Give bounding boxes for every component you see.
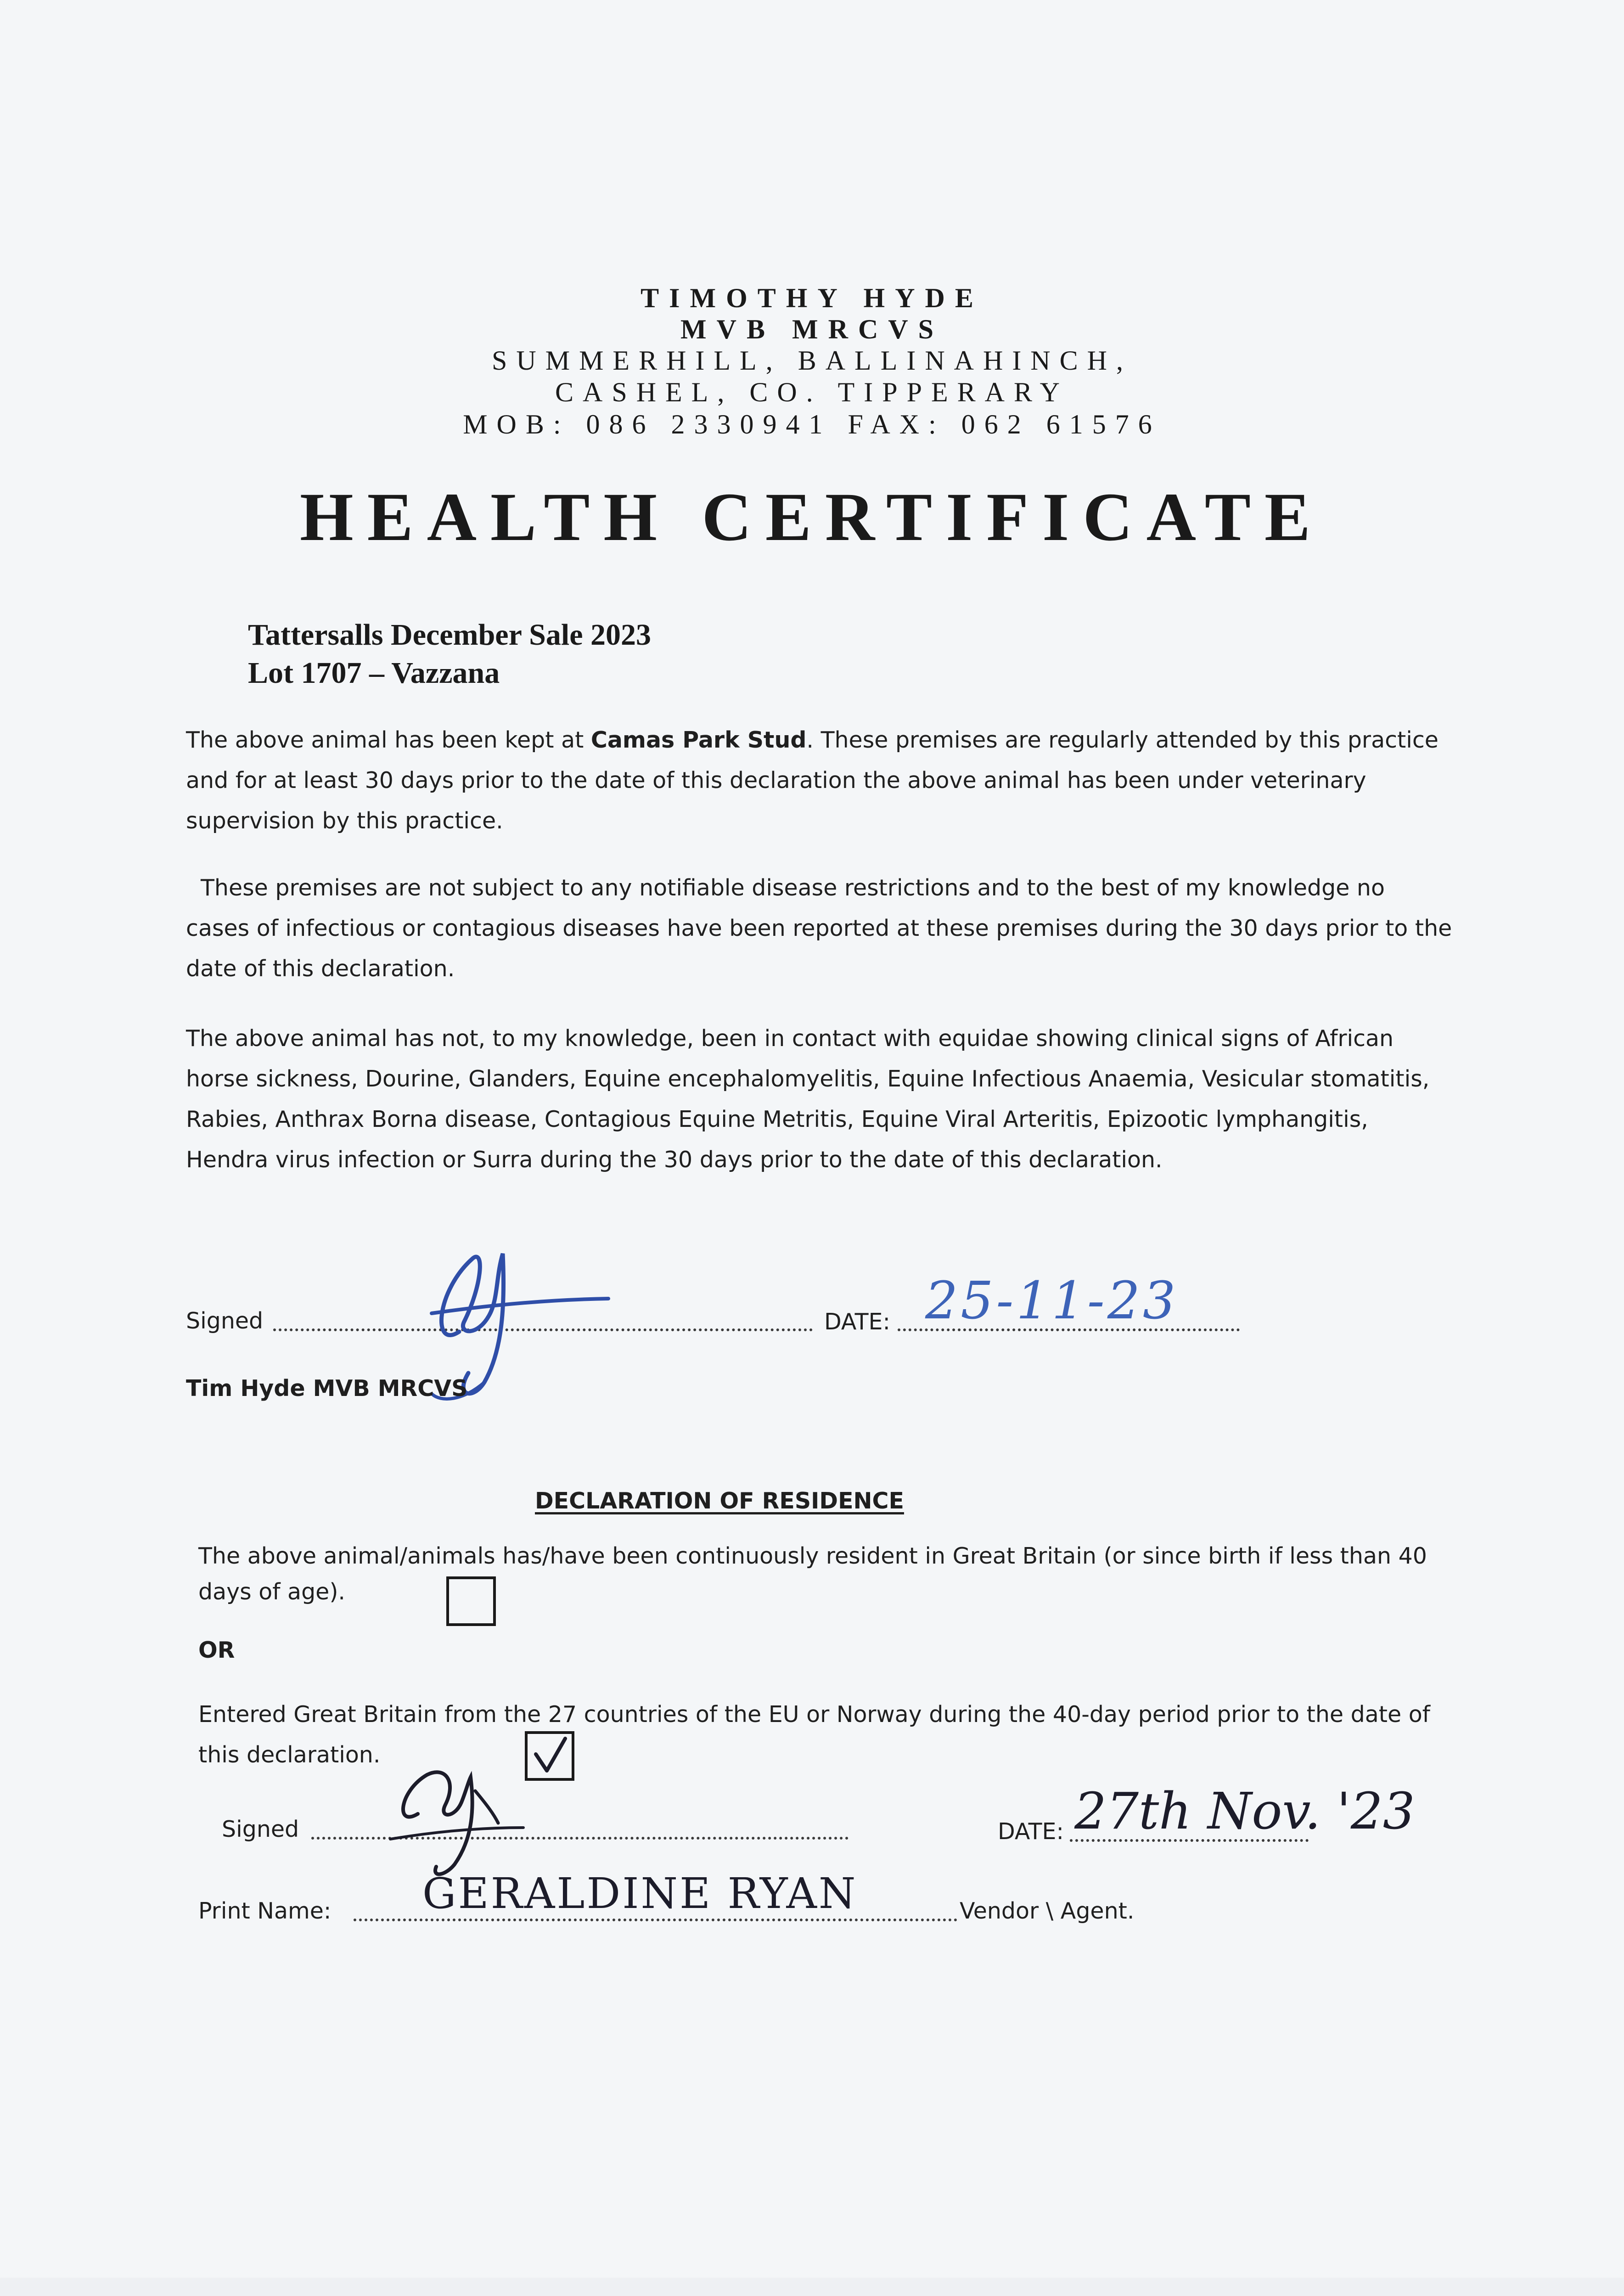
vendor-date-label: DATE: <box>998 1818 1064 1845</box>
print-name-line <box>354 1919 957 1921</box>
residence-option-1 <box>198 1538 1447 1610</box>
role-label: Vendor \ Agent. <box>960 1898 1135 1924</box>
vet-date-label: DATE: <box>824 1309 890 1335</box>
vendor-signed-label: Signed <box>222 1816 299 1842</box>
document-title: HEALTH CERTIFICATE <box>299 479 1324 555</box>
option-2-text: Entered Great Britain from the 27 countries of the EU or Norway during the 40-day period prior to the date of this declaration. <box>198 1701 1430 1768</box>
paragraph-premises <box>186 720 1453 841</box>
address-line-1: SUMMERHILL, BALLINAHINCH, <box>492 345 1132 376</box>
declaration-heading: DECLARATION OF RESIDENCE <box>535 1488 904 1514</box>
contact-line: MOB: 086 2330941 FAX: 062 61576 <box>463 409 1161 439</box>
vet-signed-label: Signed <box>186 1308 264 1334</box>
or-label: OR <box>198 1637 235 1663</box>
p1-text-end: . These premises are regularly attended by this practice and for at least 30 days prior to the date of this declaration the above animal has been under veterinary supervision by this practice. <box>186 727 1439 834</box>
stud-name: Camas Park Stud <box>590 727 807 753</box>
vet-date-value: 25-11-23 <box>925 1271 1179 1331</box>
vet-qualifications: MVB MRCVS <box>680 314 944 344</box>
lot-info: Lot 1707 – Vazzana <box>248 656 500 690</box>
sale-event: Tattersalls December Sale 2023 <box>248 618 652 652</box>
vet-name: TIMOTHY HYDE <box>641 283 983 313</box>
vendor-signature-image <box>376 1763 542 1883</box>
p1-text-start: The above animal has been kept at <box>186 727 591 753</box>
vendor-date-value: 27th Nov. '23 <box>1074 1782 1415 1840</box>
option-1-checkbox[interactable] <box>446 1576 496 1626</box>
paragraph-restrictions: These premises are not subject to any notifiable disease restrictions and to the best of my knowledge no cases of infectious or contagious diseases have been reported at these premises during the 30 days prior to the date of this declaration. <box>186 875 1452 982</box>
option-1-text: The above animal/animals has/have been continuously resident in Great Britain (or since birth if less than 40 days of age). <box>198 1543 1427 1605</box>
vet-signatory: Tim Hyde MVB MRCVS <box>186 1375 468 1401</box>
address-line-2: CASHEL, CO. TIPPERARY <box>555 377 1069 407</box>
print-name-label: Print Name: <box>198 1898 332 1924</box>
print-name-value: GERALDINE RYAN <box>422 1869 858 1918</box>
paragraph-contact: The above animal has not, to my knowledge, been in contact with equidae showing clinical signs of African horse sickness, Dourine, Glanders, Equine encephalomyelitis, Equine Infectious Anaemia, Vesicular stomatitis, Rabies, Anthrax Borna disease, Contagious Equine Metritis, Equine Viral Arteritis, Epizootic lymphangitis, Hendra virus infection or Surra during the 30 days prior to the date of this declaration. <box>186 1025 1430 1173</box>
